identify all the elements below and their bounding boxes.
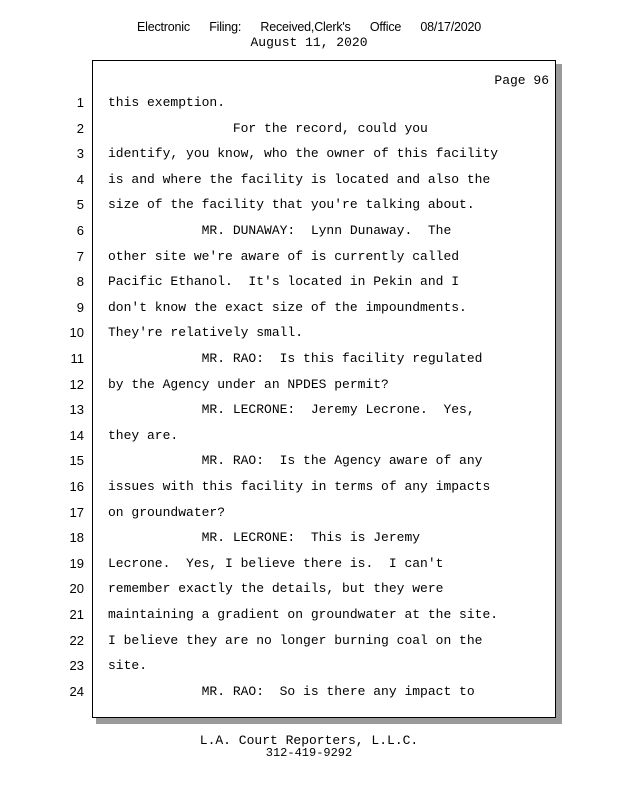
line-number: 17: [69, 504, 84, 520]
line-text: remember exactly the details, but they were: [108, 581, 444, 597]
transcript-line: [0, 682, 618, 702]
line-number: 4: [76, 171, 84, 187]
line-text: this exemption.: [108, 95, 226, 110]
line-text: I believe they are no longer burning coal on the: [108, 632, 483, 648]
line-number: 5: [76, 197, 84, 213]
line-text: size of the facility that you're talking about.: [108, 197, 475, 213]
transcript-line: [0, 579, 618, 599]
line-text: is and where the facility is located and also the: [108, 171, 491, 187]
line-text: MR. LECRONE: Jeremy Lecrone. Yes,: [108, 402, 475, 418]
transcript-line: [0, 349, 618, 369]
line-number: 10: [69, 325, 84, 341]
transcript-line: [0, 451, 618, 471]
line-text: by the Agency under an NPDES permit?: [108, 376, 389, 392]
line-text: Pacific Ethanol. It's located in Pekin and I: [108, 274, 460, 290]
line-text: MR. RAO: Is this facility regulated: [108, 351, 483, 366]
reporter-phone: 312-419-9292: [265, 746, 353, 760]
line-text: they are.: [108, 427, 179, 443]
line-text: MR. RAO: So is there any impact to: [108, 683, 475, 699]
line-number: 22: [69, 632, 84, 648]
line-text: maintaining a gradient on groundwater at the site.: [108, 607, 499, 622]
transcript-line: [0, 298, 618, 318]
line-number: 3: [76, 146, 84, 162]
transcript-line: [0, 323, 618, 343]
transcript-line: [0, 375, 618, 395]
line-text: MR. LECRONE: This is Jeremy: [108, 530, 421, 546]
transcript-line: [0, 170, 618, 190]
transcript-line: [0, 119, 618, 139]
transcript-line: [0, 272, 618, 292]
hearing-date: August 11, 2020: [250, 35, 368, 50]
line-number: 24: [69, 683, 84, 699]
filing-stamp-word: Received,Clerk's: [260, 20, 351, 34]
reporter-company: L.A. Court Reporters, L.L.C.: [199, 733, 419, 748]
line-number: 9: [76, 299, 84, 315]
transcript-line: [0, 247, 618, 267]
line-number: 15: [69, 453, 84, 469]
transcript-line: [0, 503, 618, 523]
filing-stamp-word: 08/17/2020: [420, 20, 481, 34]
transcript-line: [0, 400, 618, 420]
transcript-line: [0, 195, 618, 215]
line-number: 8: [76, 274, 84, 290]
line-number: 23: [69, 658, 84, 674]
line-number: 2: [76, 120, 84, 136]
line-number: 11: [70, 351, 84, 366]
line-number: 7: [76, 248, 84, 264]
line-text: identify, you know, who the owner of this facility: [108, 146, 499, 162]
line-text: don't know the exact size of the impoundments.: [108, 299, 467, 315]
transcript-line: [0, 656, 618, 676]
filing-stamp-word: Office: [369, 20, 402, 34]
line-number: 16: [69, 479, 84, 494]
transcript-line: [0, 144, 618, 164]
line-text: They're relatively small.: [108, 325, 304, 341]
line-number: 13: [69, 402, 84, 418]
line-text: Lecrone. Yes, I believe there is. I can't: [108, 555, 444, 571]
line-number: 19: [69, 555, 84, 571]
line-text: on groundwater?: [108, 504, 226, 520]
page-number: Page 96: [494, 73, 549, 88]
transcript-line: [0, 528, 618, 548]
line-number: 21: [69, 607, 84, 622]
line-number: 1: [76, 95, 84, 110]
line-number: 14: [69, 427, 84, 443]
line-text: issues with this facility in terms of any impacts: [108, 479, 491, 494]
line-number: 18: [69, 530, 84, 546]
line-text: MR. RAO: Is the Agency aware of any: [108, 453, 483, 469]
line-text: other site we're aware of is currently called: [108, 248, 460, 264]
filing-stamp-word: Electronic: [137, 20, 190, 34]
transcript-line: [0, 221, 618, 241]
line-text: For the record, could you: [108, 120, 428, 136]
transcript-line: [0, 426, 618, 446]
line-number: 12: [69, 376, 84, 392]
line-text: site.: [108, 658, 148, 674]
transcript-line: [0, 554, 618, 574]
transcript-line: [0, 605, 618, 625]
transcript-line: [0, 631, 618, 651]
line-number: 20: [69, 581, 84, 597]
line-text: MR. DUNAWAY: Lynn Dunaway. The: [108, 223, 452, 238]
line-number: 6: [76, 223, 84, 238]
transcript-line: [0, 93, 618, 113]
filing-stamp-word: Filing:: [209, 20, 242, 34]
transcript-line: [0, 477, 618, 497]
